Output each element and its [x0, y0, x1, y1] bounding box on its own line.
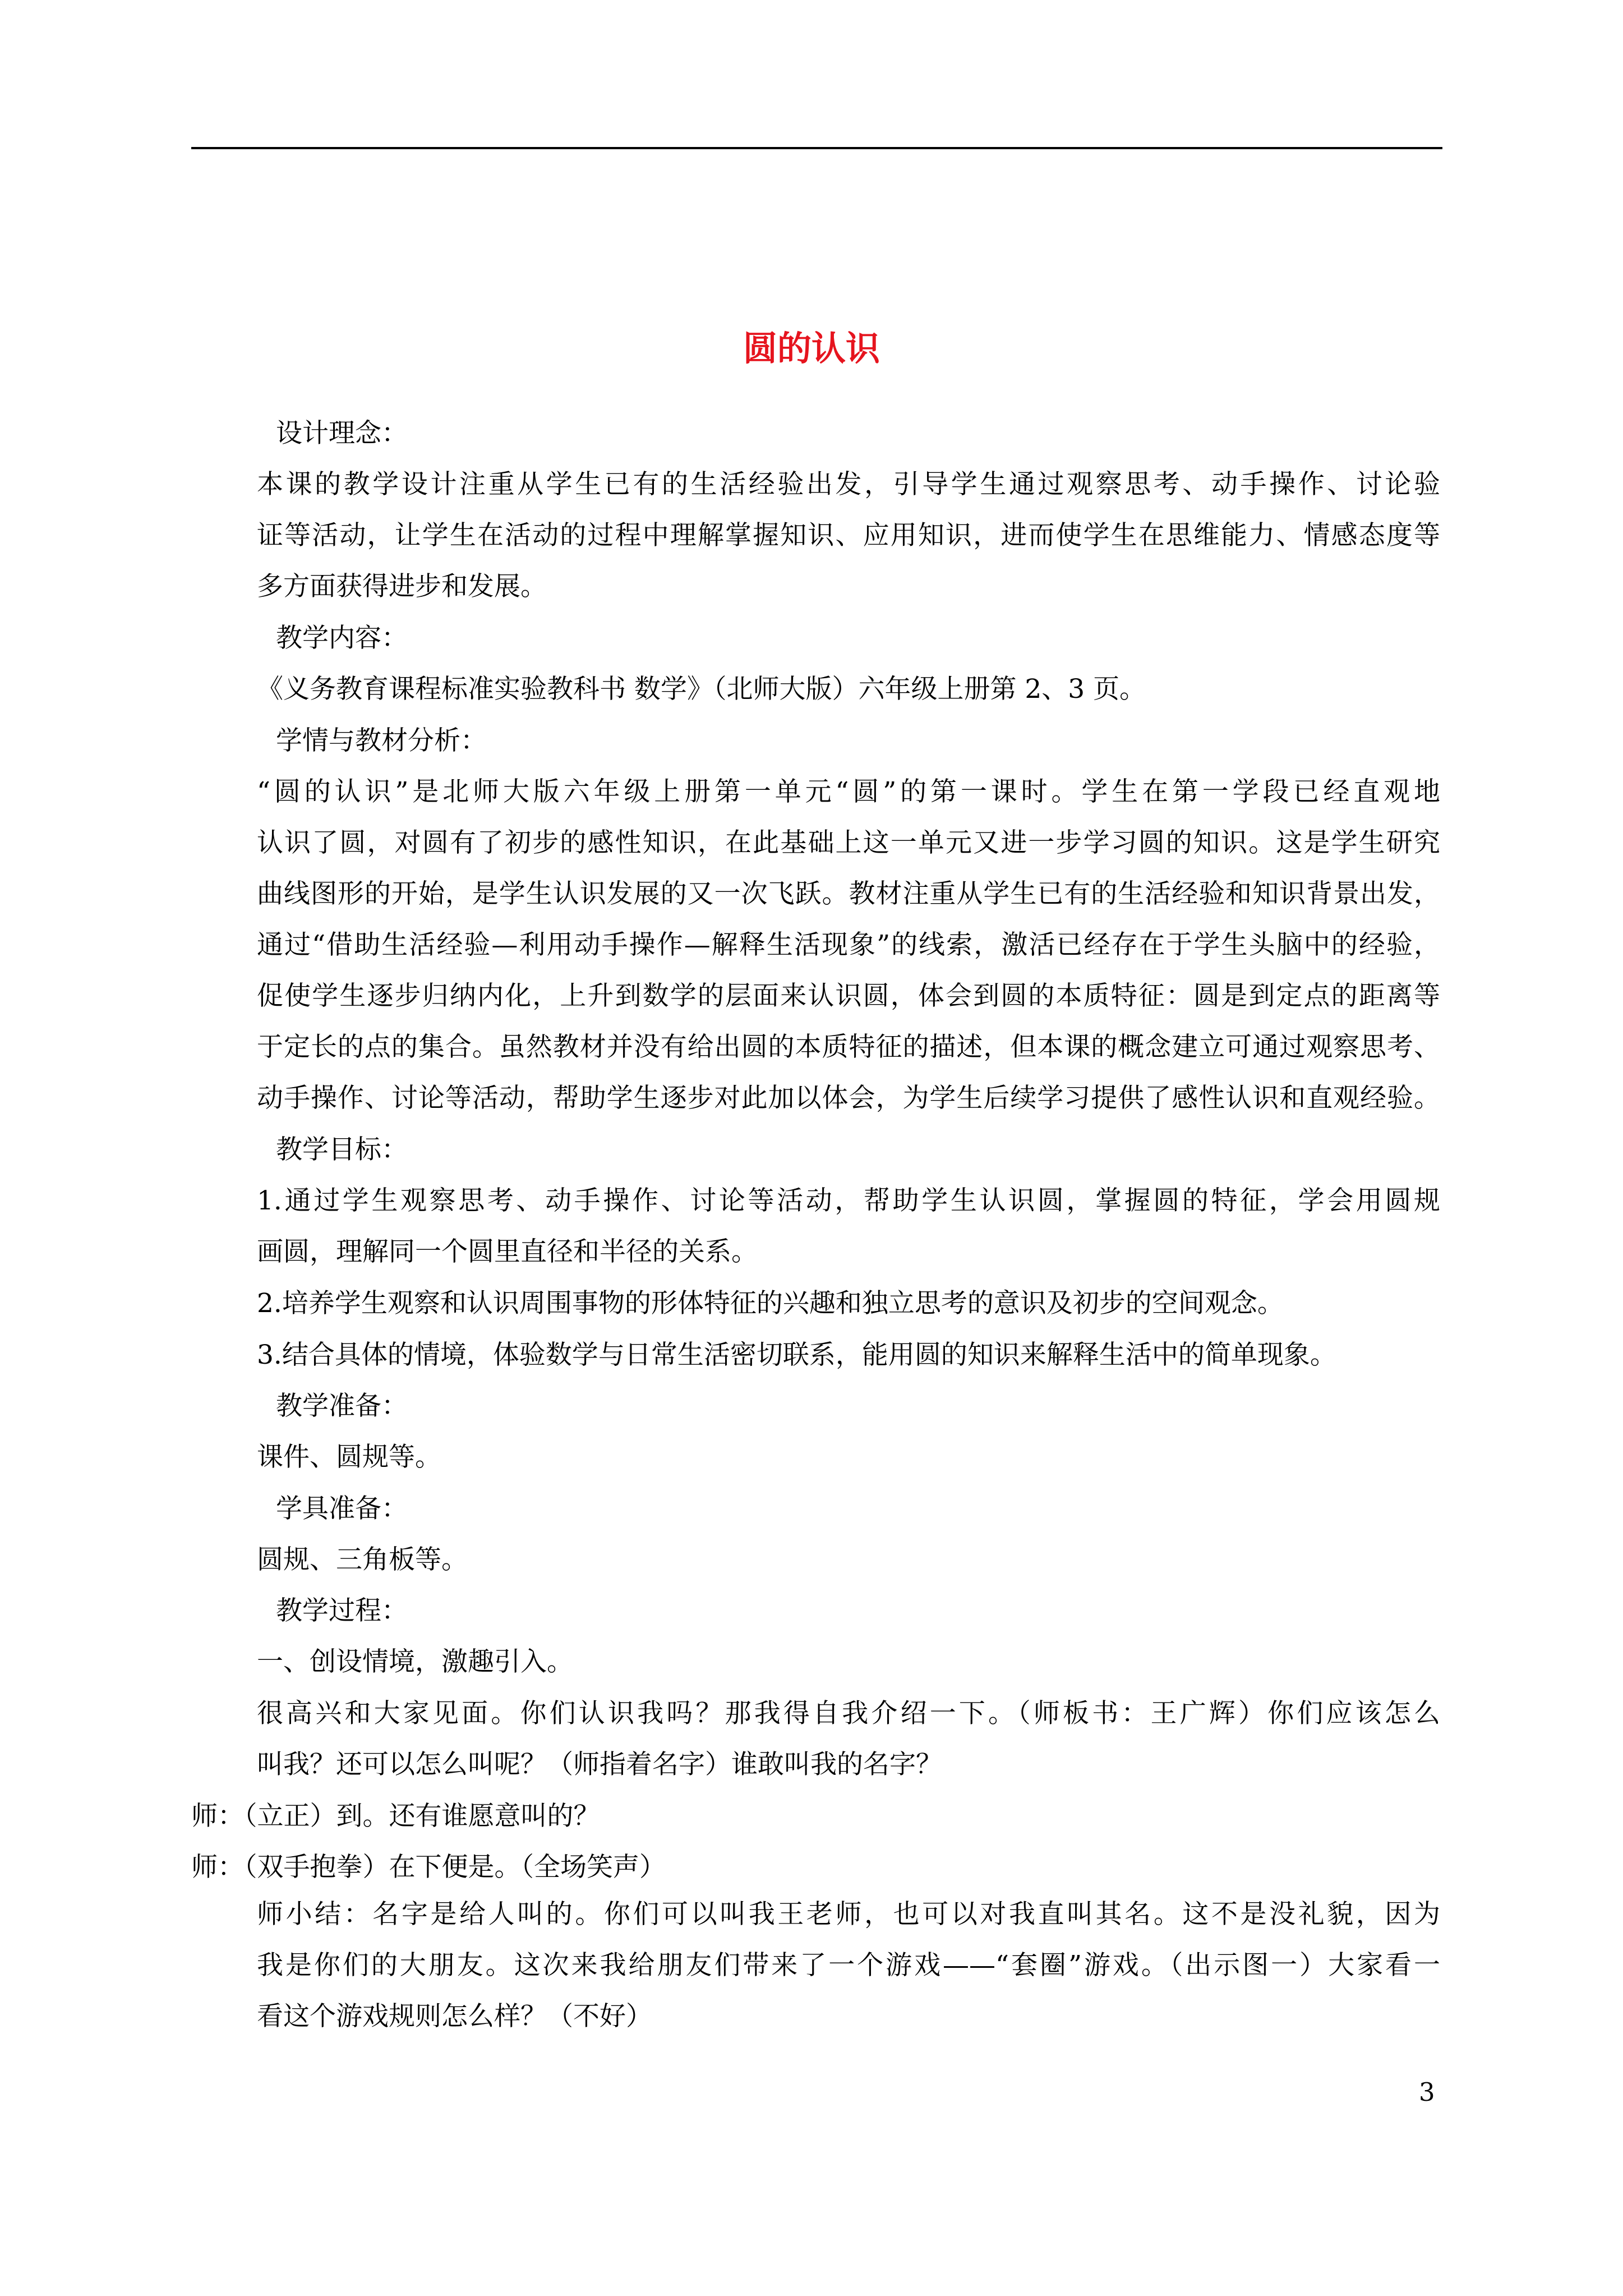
section-heading-analysis: 学情与教材分析： — [276, 725, 487, 756]
paragraph-line: 圆规、三角板等。 — [257, 1544, 468, 1575]
section-heading-preparation: 教学准备： — [276, 1391, 408, 1421]
paragraph-line: 很高兴和大家见面。你们认识我吗？那我得自我介绍一下。（师板书：王广辉）你们应该怎么 — [257, 1698, 1440, 1729]
paragraph-line: 通过“借助生活经验—利用动手操作—解释生活现象”的线索，激活已经存在于学生头脑中的经验， — [257, 930, 1440, 960]
paragraph-line: 曲线图形的开始，是学生认识发展的又一次飞跃。教材注重从学生已有的生活经验和知识背景出发， — [257, 878, 1440, 909]
document-title: 圆的认识 — [743, 329, 880, 369]
goal-item-continued: 画圆，理解同一个圆里直径和半径的关系。 — [257, 1236, 758, 1267]
dialogue-line: 师：（双手抱拳）在下便是。（全场笑声） — [191, 1852, 666, 1883]
goal-item: 2.培养学生观察和认识周围事物的形体特征的兴趣和独立思考的意识及初步的空间观念。 — [257, 1288, 1284, 1319]
paragraph-line: 我是你们的大朋友。这次来我给朋友们带来了一个游戏——“套圈”游戏。（出示图一）大家看一 — [257, 1950, 1440, 1981]
paragraph-line: 认识了圆，对圆有了初步的感性知识，在此基础上这一单元又进一步学习圆的知识。这是学生研究 — [257, 827, 1440, 858]
paragraph-line: 师小结：名字是给人叫的。你们可以叫我王老师，也可以对我直叫其名。这不是没礼貌，因为 — [257, 1899, 1440, 1930]
paragraph-line: 课件、圆规等。 — [257, 1442, 441, 1473]
paragraph-line: “圆的认识”是北师大版六年级上册第一单元“圆”的第一课时。学生在第一学段已经直观地 — [257, 776, 1440, 807]
paragraph-line: 证等活动，让学生在活动的过程中理解掌握知识、应用知识，进而使学生在思维能力、情感态度等 — [257, 520, 1440, 551]
section-heading-tools: 学具准备： — [276, 1493, 408, 1524]
paragraph-line: 看这个游戏规则怎么样？（不好） — [257, 2001, 652, 2032]
paragraph-line: 叫我？还可以怎么叫呢？（师指着名字）谁敢叫我的名字？ — [257, 1749, 942, 1780]
section-heading-process: 教学过程： — [276, 1595, 408, 1626]
subsection-heading: 一、创设情境，激趣引入。 — [257, 1646, 573, 1677]
paragraph-line: 多方面获得进步和发展。 — [257, 571, 547, 602]
paragraph-line: 本课的教学设计注重从学生已有的生活经验出发，引导学生通过观察思考、动手操作、讨论验 — [257, 469, 1440, 500]
paragraph-line: 动手操作、讨论等活动，帮助学生逐步对此加以体会，为学生后续学习提供了感性认识和直观经验。 — [257, 1083, 1440, 1114]
section-heading-content: 教学内容： — [276, 623, 408, 654]
paragraph-line: 促使学生逐步归纳内化，上升到数学的层面来认识圆，体会到圆的本质特征：圆是到定点的距离等 — [257, 981, 1440, 1011]
paragraph-line: 《义务教育课程标准实验教科书 数学》（北师大版）六年级上册第 2、3 页。 — [257, 674, 1146, 705]
section-heading-design: 设计理念： — [276, 418, 408, 449]
header-rule — [191, 147, 1442, 149]
page-number: 3 — [1419, 2077, 1435, 2107]
goal-item: 1.通过学生观察思考、动手操作、讨论等活动，帮助学生认识圆，掌握圆的特征，学会用圆规 — [257, 1185, 1440, 1216]
goal-item: 3.结合具体的情境，体验数学与日常生活密切联系，能用圆的知识来解释生活中的简单现象。 — [257, 1340, 1336, 1370]
paragraph-line: 于定长的点的集合。虽然教材并没有给出圆的本质特征的描述，但本课的概念建立可通过观察思考、 — [257, 1032, 1440, 1062]
section-heading-goals: 教学目标： — [276, 1134, 408, 1165]
dialogue-line: 师：（立正）到。还有谁愿意叫的？ — [191, 1801, 600, 1832]
